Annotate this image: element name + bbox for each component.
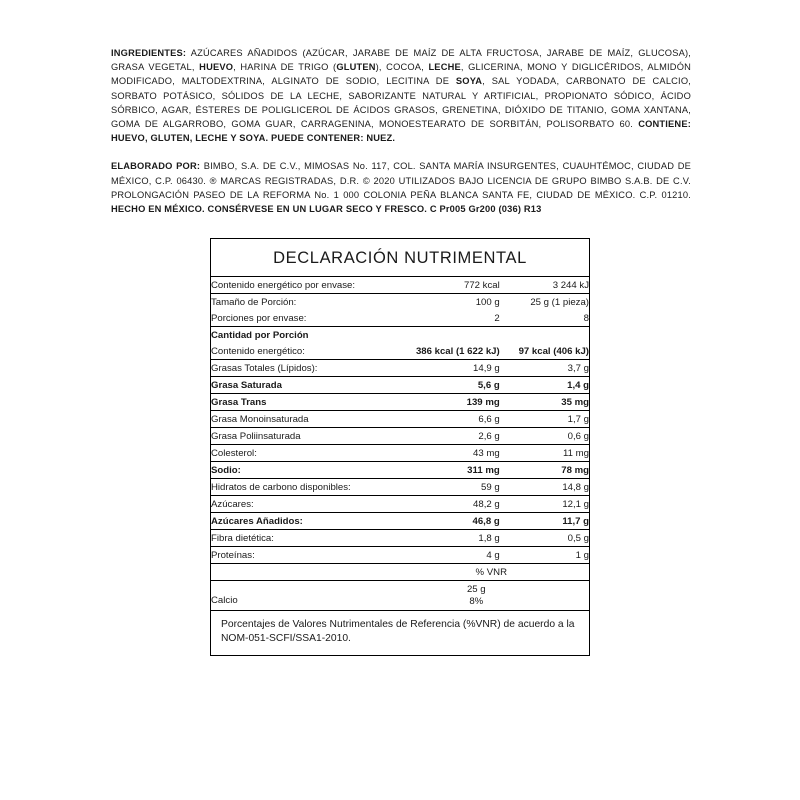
nutrient-label: Grasa Trans	[211, 394, 394, 411]
label-portion-size: Tamaño de Porción:	[211, 294, 394, 311]
nutrient-value-per-100g: 139 mg	[394, 394, 500, 411]
ingredients-text-3: ), COCOA,	[375, 62, 429, 73]
value-portion-size-1: 100 g	[394, 294, 500, 311]
value-portions-per-package-1: 2	[494, 312, 500, 324]
nutrient-value-per-100g: 6,6 g	[394, 411, 500, 428]
table-row	[211, 496, 589, 513]
nutrient-value-per-portion: 0,5 g	[500, 530, 589, 547]
ingredients-heading: INGREDIENTES:	[111, 48, 187, 58]
ingredients-text-5: , SAL YODADA, CARBONATO DE CALCIO, SORBATO POTÁSICO, SÓLIDOS DE LA LECHE, SABORIZANTE NATURAL Y ARTIFICIAL, PROPIONATO SÓDICO, ÁCIDO SÓRBICO, AGAR, ÉSTERES DE POLIGLICEROL DE ÁCIDOS GRASOS, GRENETINA, DIÓXIDO DE TITANIO, GOMA XANTANA, GOMA DE ALGARROBO, GOMA GUAR, CARRAGENINA, MONOESTEARATO DE SORBITÁN, POLISORBATO 60.	[111, 76, 691, 130]
nutrient-value-per-portion: 3,7 g	[500, 360, 589, 377]
nutrient-label: Hidratos de carbono disponibles:	[211, 479, 394, 496]
value-calcio-grams: 25 g	[466, 583, 486, 595]
table-row-energy-portion	[211, 343, 589, 360]
nutrient-value-per-portion: 11,7 g	[500, 513, 589, 530]
allergen-statement: CONTIENE: HUEVO, GLUTEN, LECHE Y SOYA. PUEDE CONTENER: NUEZ.	[111, 119, 691, 144]
manufacturer-heading: ELABORADO POR:	[111, 161, 201, 172]
table-row	[211, 377, 589, 394]
nutrition-facts-panel	[210, 238, 590, 656]
text-block	[109, 46, 691, 216]
vnr-header: % VNR	[394, 564, 589, 581]
ingredients-paragraph	[111, 46, 691, 145]
vnr-spacer	[211, 564, 394, 581]
allergen-huevo: HUEVO	[199, 62, 234, 73]
value-calcio	[394, 581, 589, 611]
table-row	[211, 479, 589, 496]
table-row	[211, 513, 589, 530]
nutrient-value-per-100g: 1,8 g	[394, 530, 500, 547]
manufacturer-paragraph	[111, 159, 691, 216]
nutrient-value-per-portion: 1,4 g	[500, 377, 589, 394]
nutrient-value-per-portion: 14,8 g	[500, 479, 589, 496]
nutrient-label: Sodio:	[211, 462, 394, 479]
nutrient-value-per-portion: 1,7 g	[500, 411, 589, 428]
ingredients-text-2: , HARINA DE TRIGO (	[233, 62, 337, 73]
table-row	[211, 445, 589, 462]
nutrient-value-per-100g: 46,8 g	[394, 513, 500, 530]
label-per-portion-heading: Cantidad por Porción	[211, 327, 589, 344]
nutrient-label: Proteínas:	[211, 547, 394, 564]
value-energy-package-kj: 3 244 kJ	[500, 277, 589, 294]
nutrient-value-per-100g: 14,9 g	[394, 360, 500, 377]
allergen-soya: SOYA	[455, 76, 483, 87]
nutrient-value-per-portion: 1 g	[500, 547, 589, 564]
label-portions-per-package: Porciones por envase:	[211, 312, 307, 324]
nutrition-table	[211, 276, 589, 610]
table-row-energy-package	[211, 277, 589, 294]
nutrient-value-per-100g: 4 g	[394, 547, 500, 564]
nutrient-label: Azúcares:	[211, 496, 394, 513]
ingredients-text-1: AZÚCARES AÑADIDOS (AZÚCAR, JARABE DE MAÍZ DE ALTA FRUCTOSA, JARABE DE MAÍZ, GLUCOSA), GRASA VEGETAL,	[111, 48, 691, 73]
table-row-portions-per-package	[211, 310, 589, 327]
value-energy-portion-1: 386 kcal (1 622 kJ)	[415, 345, 500, 357]
table-row	[211, 394, 589, 411]
nutrient-value-per-portion: 78 mg	[500, 462, 589, 479]
label-energy-portion: Contenido energético:	[211, 345, 305, 357]
nutrient-value-per-100g: 2,6 g	[394, 428, 500, 445]
nutrient-value-per-portion: 0,6 g	[500, 428, 589, 445]
nutrient-label: Colesterol:	[211, 445, 394, 462]
nutrient-label: Grasas Totales (Lípidos):	[211, 360, 394, 377]
nutrient-value-per-100g: 43 mg	[394, 445, 500, 462]
table-row-vnr-header	[211, 564, 589, 581]
nutrient-label: Grasa Monoinsaturada	[211, 411, 394, 428]
table-row-portion-size	[211, 294, 589, 311]
value-energy-portion-2: 97 kcal (406 kJ)	[518, 345, 589, 357]
table-row	[211, 530, 589, 547]
nutrient-label: Grasa Poliinsaturada	[211, 428, 394, 445]
nutrient-label: Grasa Saturada	[211, 377, 394, 394]
table-row	[211, 360, 589, 377]
value-calcio-percent: 8%	[469, 595, 484, 607]
table-row	[211, 547, 589, 564]
value-energy-package-kcal: 772 kcal	[394, 277, 500, 294]
nutrient-label: Azúcares Añadidos:	[211, 513, 394, 530]
value-portions-per-package-2: 8	[583, 312, 589, 324]
value-portion-size-2: 25 g (1 pieza)	[500, 294, 589, 311]
nutrient-value-per-100g: 59 g	[394, 479, 500, 496]
table-row	[211, 411, 589, 428]
nutrient-label: Fibra dietética:	[211, 530, 394, 547]
nutrition-title: DECLARACIÓN NUTRIMENTAL	[273, 249, 527, 268]
ingredients-text-4: , GLICERINA, MONO Y DIGLICÉRIDOS, ALMIDÓN MODIFICADO, MALTODEXTRINA, ALGINATO DE SODIO, LECITINA DE	[111, 62, 691, 87]
table-row-calcio	[211, 581, 589, 611]
manufacturer-origin-code: HECHO EN MÉXICO. CONSÉRVESE EN UN LUGAR SECO Y FRESCO. C Pr005 Gr200 (036) R13	[111, 204, 542, 215]
table-row	[211, 428, 589, 445]
table-row	[211, 462, 589, 479]
nutrient-value-per-100g: 311 mg	[394, 462, 500, 479]
nutrient-rows	[211, 360, 589, 564]
allergen-gluten: GLUTEN	[336, 62, 376, 73]
nutrition-footnote: Porcentajes de Valores Nutrimentales de Referencia (%VNR) de acuerdo a la NOM-051-SCFI/SSA1-2010.	[211, 610, 589, 655]
table-row-per-portion-heading	[211, 327, 589, 344]
nutrient-value-per-portion: 11 mg	[500, 445, 589, 462]
nutrient-value-per-portion: 35 mg	[500, 394, 589, 411]
nutrient-value-per-portion: 12,1 g	[500, 496, 589, 513]
label-energy-package: Contenido energético por envase:	[211, 277, 394, 294]
manufacturer-text: BIMBO, S.A. DE C.V., MIMOSAS No. 117, COL. SANTA MARÍA INSURGENTES, CUAUHTÉMOC, CIUDAD DE MÉXICO, C.P. 06430. ® MARCAS REGISTRADAS, D.R. © 2020 UTILIZADOS BAJO LICENCIA DE GRUPO BIMBO S.A.B. DE C.V. PROLONGACIÓN PASEO DE LA REFORMA No. 1 000 COLONIA PEÑA BLANCA SANTA FE, CIUDAD DE MÉXICO. C.P. 01210.	[111, 161, 691, 200]
nutrient-value-per-100g: 5,6 g	[394, 377, 500, 394]
nutrient-value-per-100g: 48,2 g	[394, 496, 500, 513]
allergen-leche: LECHE	[428, 62, 461, 73]
label-calcio: Calcio	[211, 581, 394, 611]
